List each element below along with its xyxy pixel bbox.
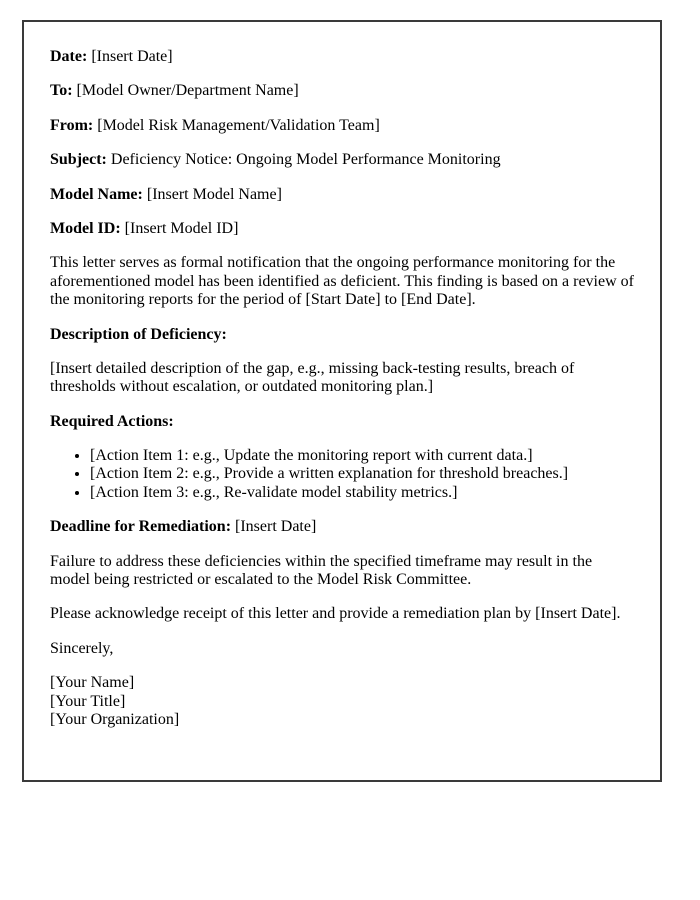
field-model-id-label: Model ID: (50, 219, 121, 237)
field-subject (50, 151, 634, 169)
failure-paragraph: Failure to address these deficiencies within the specified timeframe may result in the model being restricted or escalated to the Model Risk Committee. (50, 552, 593, 589)
field-date-label: Date: (50, 48, 88, 65)
field-subject-label: Subject: (50, 151, 107, 169)
description-heading-text: Description of Deficiency: (50, 325, 227, 343)
closing: Sincerely, (50, 639, 114, 657)
action-items-list (50, 447, 634, 502)
field-from (50, 117, 634, 135)
intro-paragraph: This letter serves as formal notification that the ongoing performance monitoring for the aforementioned model has been identified as deficient. This finding is based on a review of the monitoring reports for the period of [Start Date] to [End Date]. (50, 254, 634, 309)
field-subject-value: Deficiency Notice: Ongoing Model Performance Monitoring (110, 151, 501, 169)
action-item: • [Action Item 3: e.g., Re-validate model stability metrics.] (90, 484, 634, 502)
acknowledge-paragraph: Please acknowledge receipt of this letter and provide a remediation plan by [Insert Date]. (50, 605, 621, 623)
field-model-name-label: Model Name: (50, 185, 143, 203)
deadline-value: [Insert Date] (235, 518, 317, 536)
deadline-line (50, 518, 634, 536)
field-model-id (50, 220, 634, 238)
field-date-value: [Insert Date] (91, 48, 173, 65)
description-heading (50, 326, 634, 344)
field-from-label: From: (50, 116, 94, 134)
field-date (50, 48, 634, 66)
field-model-name-value: [Insert Model Name] (146, 185, 282, 203)
field-model-name (50, 186, 634, 204)
actions-heading-text: Required Actions: (50, 412, 174, 430)
action-item: • [Action Item 2: e.g., Provide a written explanation for threshold breaches.] (90, 465, 634, 483)
action-item: • [Action Item 1: e.g., Update the monitoring report with current data.] (90, 447, 634, 465)
letter-container (22, 20, 662, 782)
field-to-label: To: (50, 82, 73, 100)
signature-block (50, 674, 634, 729)
signature-name: [Your Name] (50, 674, 135, 692)
field-to-value: [Model Owner/Department Name] (76, 82, 299, 100)
field-from-value: [Model Risk Management/Validation Team] (97, 116, 380, 134)
actions-heading (50, 413, 634, 431)
description-body: [Insert detailed description of the gap, e.g., missing back-testing results, breach of thresholds without escalation, or outdated monitoring plan.] (50, 359, 575, 396)
field-to (50, 82, 634, 100)
signature-organization: [Your Organization] (50, 710, 180, 728)
signature-title: [Your Title] (50, 692, 126, 710)
field-model-id-value: [Insert Model ID] (124, 219, 239, 237)
deadline-label: Deadline for Remediation: (50, 518, 232, 536)
